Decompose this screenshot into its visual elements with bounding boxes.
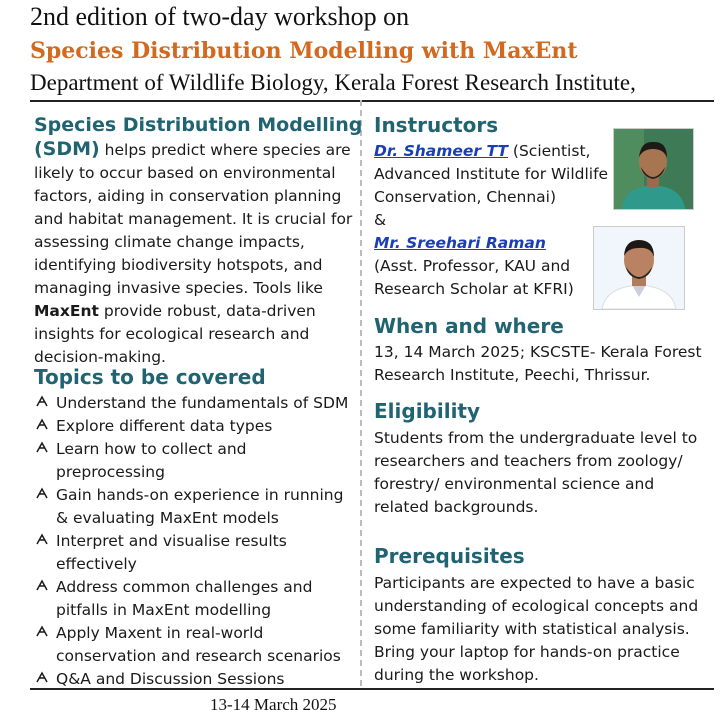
prereq-line1: Participants are expected to have a basic	[374, 574, 695, 592]
when-line1: 13, 14 March 2025; KSCSTE- Kerala Forest	[374, 343, 702, 361]
bullet-icon	[36, 438, 48, 461]
bullet-icon	[36, 484, 48, 507]
header-line1: 2nd edition of two-day workshop on	[30, 2, 410, 31]
bullet-icon	[36, 415, 48, 438]
topic-text: Address common challenges and	[56, 578, 313, 596]
instructor2-line2: Research Scholar at KFRI)	[374, 280, 574, 298]
intro-text-8: provide robust, data-driven	[103, 302, 316, 320]
topic-text: Explore different data types	[56, 417, 273, 435]
workshop-title: Species Distribution Modelling with MaxEnt	[30, 38, 578, 64]
footer-date: 13-14 March 2025	[210, 695, 337, 714]
eligibility-line1: Students from the undergraduate level to	[374, 429, 698, 447]
bullet-icon	[36, 530, 48, 553]
when-heading: When and where	[374, 314, 564, 338]
instructors-heading: Instructors	[374, 113, 499, 137]
instructor1-photo	[613, 128, 694, 210]
instructor1-portrait-icon	[614, 129, 693, 209]
prereq-heading: Prerequisites	[374, 544, 525, 568]
topic-text: Apply Maxent in real-world	[56, 624, 264, 642]
intro-text-7: managing invasive species. Tools like	[34, 279, 323, 297]
intro-text-4: and habitat management. It is crucial for	[34, 210, 353, 228]
department-line: Department of Wildlife Biology, Kerala Forest Research Institute,	[30, 70, 636, 95]
intro-text-3: factors, aiding in conservation planning	[34, 187, 342, 205]
topic-text: conservation and research scenarios	[56, 647, 341, 665]
eligibility-block	[374, 427, 697, 519]
topic-text: & evaluating MaxEnt models	[56, 509, 279, 527]
instructor1-line1: (Scientist,	[512, 142, 591, 160]
eligibility-line3: forestry/ environmental science and	[374, 475, 655, 493]
prereq-block	[374, 572, 698, 687]
topic-text: pitfalls in MaxEnt modelling	[56, 601, 272, 619]
intro-text-5: assessing climate change impacts,	[34, 233, 305, 251]
eligibility-line2: researchers and teachers from zoology/	[374, 452, 683, 470]
eligibility-line4: related backgrounds.	[374, 498, 539, 516]
topic-item	[36, 415, 348, 438]
instructor2-line1: (Asst. Professor, KAU and	[374, 257, 571, 275]
intro-text-6: identifying biodiversity hotspots, and	[34, 256, 323, 274]
sdm-abbrev: (SDM)	[34, 138, 100, 160]
topic-text: Interpret and visualise results	[56, 532, 287, 550]
topic-text: effectively	[56, 555, 137, 573]
topics-list	[36, 392, 348, 691]
instructor2-name-link[interactable]: Mr. Sreehari Raman	[374, 234, 546, 252]
instructor1-line2: Advanced Institute for Wildlife	[374, 165, 609, 183]
prereq-line5: during the workshop.	[374, 666, 539, 684]
sdm-heading: Species Distribution Modelling	[34, 114, 363, 136]
ampersand: &	[374, 211, 387, 229]
intro-text-1: helps predict where species are	[104, 141, 351, 159]
topic-item	[36, 438, 348, 484]
topic-item	[36, 622, 348, 668]
topic-item	[36, 484, 348, 530]
intro-text-9: insights for ecological research and	[34, 325, 310, 343]
instructors-block	[374, 140, 608, 301]
maxent-bold: MaxEnt	[34, 302, 99, 320]
bullet-icon	[36, 576, 48, 599]
prereq-line3: some familiarity with statistical analysis.	[374, 620, 690, 638]
topic-item	[36, 576, 348, 622]
topic-text: Q&A and Discussion Sessions	[56, 670, 285, 688]
prereq-line2: understanding of ecological concepts and	[374, 597, 699, 615]
when-line2: Research Institute, Peechi, Thrissur.	[374, 366, 651, 384]
intro-text-2: likely to occur based on environmental	[34, 164, 336, 182]
bullet-icon	[36, 392, 48, 415]
topic-text: Learn how to collect and	[56, 440, 247, 458]
intro-text-10: decision-making.	[34, 348, 166, 366]
topic-item	[36, 392, 348, 415]
instructor2-portrait-icon	[594, 227, 684, 309]
bullet-icon	[36, 622, 48, 645]
instructor1-line3: Conservation, Chennai)	[374, 188, 557, 206]
when-block	[374, 341, 702, 387]
eligibility-heading: Eligibility	[374, 399, 481, 423]
topic-text: preprocessing	[56, 463, 165, 481]
prereq-line4: Bring your laptop for hands-on practice	[374, 643, 680, 661]
topics-heading: Topics to be covered	[34, 365, 266, 389]
topic-text: Gain hands-on experience in running	[56, 486, 344, 504]
instructor2-photo	[593, 226, 685, 310]
footer-rule	[30, 688, 714, 690]
header-rule	[30, 100, 714, 102]
topic-text: Understand the fundamentals of SDM	[56, 394, 349, 412]
intro-block	[34, 114, 362, 369]
topic-item	[36, 530, 348, 576]
instructor1-name-link[interactable]: Dr. Shameer TT	[374, 142, 508, 160]
